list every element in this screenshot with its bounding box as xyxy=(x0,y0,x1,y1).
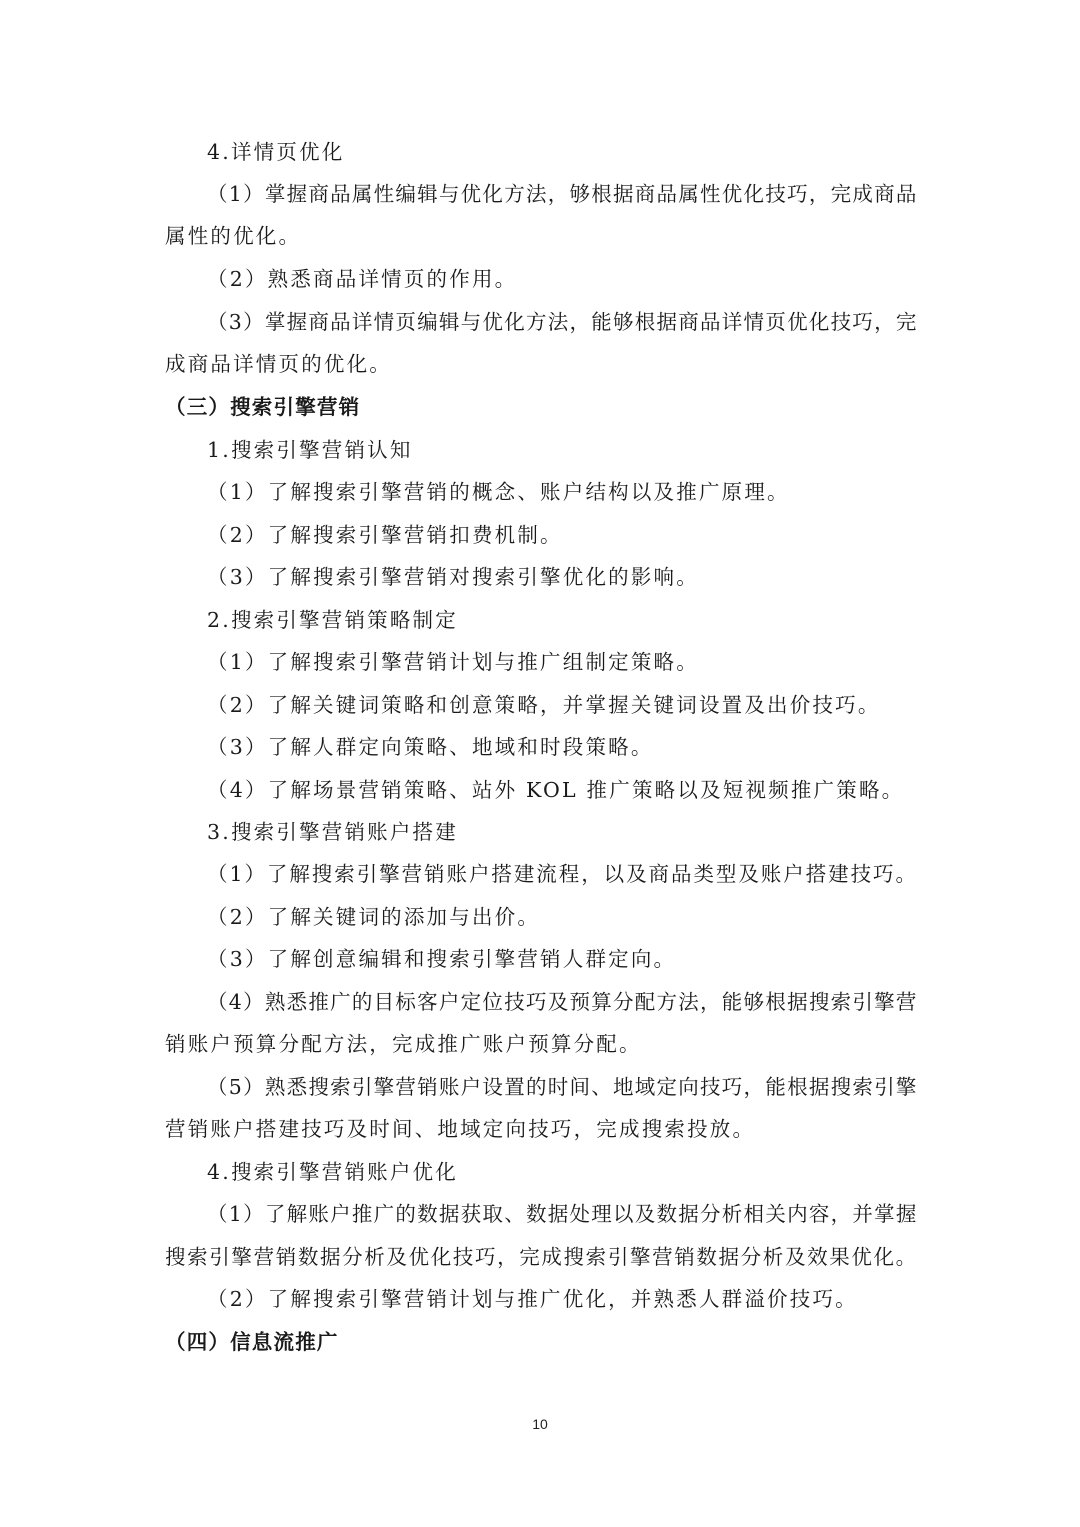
paragraph-line: 成商品详情页的优化。 xyxy=(165,352,392,376)
page-number: 10 xyxy=(532,1416,548,1432)
subheading-sem-account-setup: 3.搜索引擎营销账户搭建 xyxy=(207,820,458,844)
section-heading-feed-promotion: （四）信息流推广 xyxy=(165,1330,339,1354)
paragraph-line: （1）了解账户推广的数据获取、数据处理以及数据分析相关内容，并掌握 xyxy=(207,1202,918,1226)
paragraph-line: （2）了解关键词策略和创意策略，并掌握关键词设置及出价技巧。 xyxy=(207,693,881,717)
paragraph-line: （3）了解搜索引擎营销对搜索引擎优化的影响。 xyxy=(207,565,699,589)
paragraph-line: （4）熟悉推广的目标客户定位技巧及预算分配方法，能够根据搜索引擎营 xyxy=(207,990,918,1014)
paragraph-line: 销账户预算分配方法，完成推广账户预算分配。 xyxy=(165,1032,642,1056)
subheading-sem-account-optimization: 4.搜索引擎营销账户优化 xyxy=(207,1160,458,1184)
paragraph-line: （3）了解人群定向策略、地域和时段策略。 xyxy=(207,735,654,759)
paragraph-line: （5）熟悉搜索引擎营销账户设置的时间、地域定向技巧，能根据搜索引擎 xyxy=(207,1075,918,1099)
paragraph-line: （2）了解关键词的添加与出价。 xyxy=(207,905,541,929)
paragraph-line: （2）熟悉商品详情页的作用。 xyxy=(207,267,518,291)
paragraph-line: （2）了解搜索引擎营销扣费机制。 xyxy=(207,523,563,547)
subheading-sem-strategy: 2.搜索引擎营销策略制定 xyxy=(207,608,458,632)
paragraph-line: （1）了解搜索引擎营销计划与推广组制定策略。 xyxy=(207,650,699,674)
paragraph-line: 营销账户搭建技巧及时间、地域定向技巧，完成搜索投放。 xyxy=(165,1117,756,1141)
paragraph-line: （1）了解搜索引擎营销的概念、账户结构以及推广原理。 xyxy=(207,480,790,504)
paragraph-line: （3）掌握商品详情页编辑与优化方法，能够根据商品详情页优化技巧，完 xyxy=(207,310,918,334)
subheading-sem-cognition: 1.搜索引擎营销认知 xyxy=(207,438,413,462)
subheading-detail-page-optimization: 4.详情页优化 xyxy=(207,140,345,164)
paragraph-line: （2）了解搜索引擎营销计划与推广优化，并熟悉人群溢价技巧。 xyxy=(207,1287,858,1311)
paragraph-line: （4）了解场景营销策略、站外 KOL 推广策略以及短视频推广策略。 xyxy=(207,778,905,802)
paragraph-line: （1）了解搜索引擎营销账户搭建流程，以及商品类型及账户搭建技巧。 xyxy=(207,862,918,886)
paragraph-line: 搜索引擎营销数据分析及优化技巧，完成搜索引擎营销数据分析及效果优化。 xyxy=(165,1245,918,1269)
paragraph-line: （1）掌握商品属性编辑与优化方法，够根据商品属性优化技巧，完成商品 xyxy=(207,182,918,206)
paragraph-line: 属性的优化。 xyxy=(165,224,302,248)
paragraph-line: （3）了解创意编辑和搜索引擎营销人群定向。 xyxy=(207,947,677,971)
section-heading-sem: （三）搜索引擎营销 xyxy=(165,395,361,419)
